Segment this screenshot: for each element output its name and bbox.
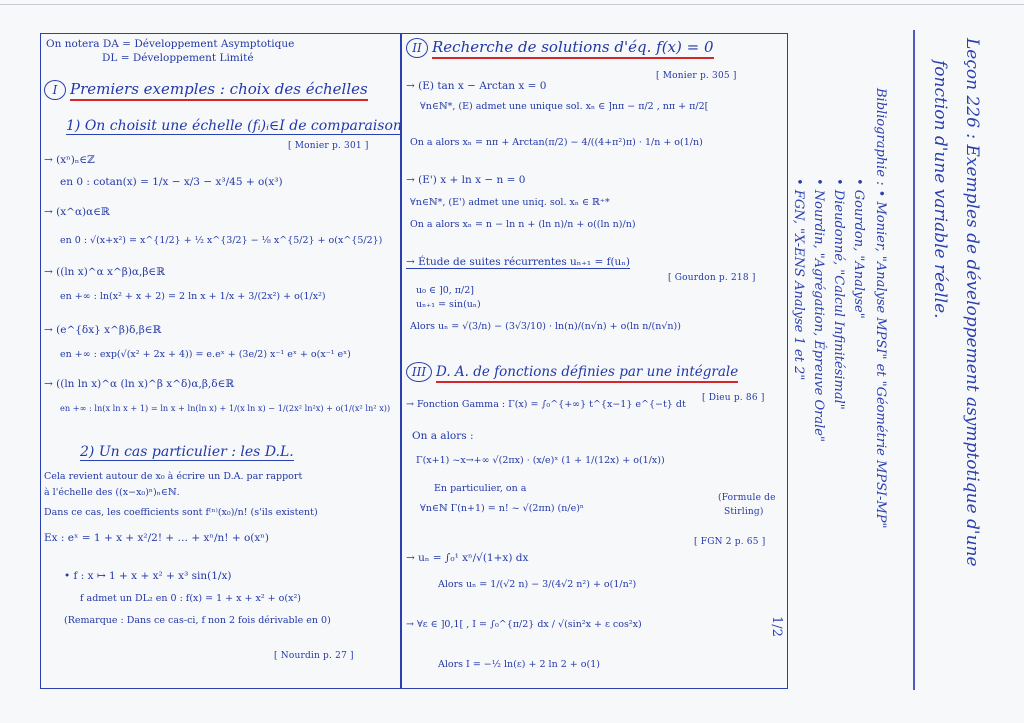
equation-e-prime-solution: ∀n∈ℕ*, (E') admet une uniq. sol. xₙ ∈ ℝ⁺* (410, 197, 610, 208)
recurrent-sequences-title: → Étude de suites récurrentes uₙ₊₁ = f(uₙ) (406, 256, 630, 268)
example-5-formula: en +∞ : ln(x ln x + 1) = ln x + ln(ln x) + 1/(x ln x) − 1/(2x² ln²x) + o(1/(x² ln² x)) (60, 403, 391, 413)
sequence-expansion: Alors uₙ = √(3/n) − (3√3/10) · ln(n)/(n√n) + o(ln n/(n√n)) (410, 321, 681, 332)
example-3-scale: → ((ln x)^α x^β)α,β∈ℝ (44, 266, 165, 278)
example-2-scale: → (x^α)α∈ℝ (44, 206, 110, 218)
frame-right-border (787, 33, 788, 688)
bibliography-gourdon: • Gourdon, "Analyse" (851, 178, 866, 319)
section-3-title: D. A. de fonctions définies par une intégrale (436, 364, 738, 383)
sequence-recurrence: uₙ₊₁ = sin(uₙ) (416, 299, 481, 310)
equation-e-expansion: On a alors xₙ = nπ + Arctan(π/2) − 4/((4+π²)π) · 1/n + o(1/n) (410, 137, 703, 148)
bibliography-fgn: • FGN, "X-ENS Analyse 1 et 2" (791, 178, 806, 381)
reference-dieu-86: [ Dieu p. 86 ] (702, 393, 765, 403)
example-5-scale: → ((ln ln x)^α (ln x)^β x^δ)α,β,δ∈ℝ (44, 378, 235, 390)
section-1-title: Premiers exemples : choix des échelles (70, 80, 368, 101)
example-4-scale: → (e^{δx} x^β)δ,β∈ℝ (44, 324, 162, 336)
f-dl2: f admet un DL₂ en 0 : f(x) = 1 + x + x² + o(x²) (80, 593, 301, 604)
margin-line (913, 30, 915, 690)
elliptic-integral: → ∀ε ∈ ]0,1[ , I = ∫₀^{π/2} dx / √(sin²x + ε cos²x) (406, 619, 642, 630)
gamma-asymptotic: Γ(x+1) ~x→+∞ √(2πx) · (x/e)ˣ (1 + 1/(12x) + o(1/x)) (416, 455, 665, 466)
bibliography-heading: Bibliographie : • Monier, "Analyse MPSI" et "Géométrie MPSI-MP" (873, 88, 888, 529)
reference-fgn2-65: [ FGN 2 p. 65 ] (694, 537, 766, 547)
reference-gourdon-218: [ Gourdon p. 218 ] (668, 273, 756, 283)
section-2-heading (406, 38, 714, 58)
frame-left-border (40, 33, 41, 688)
sequence-initial: u₀ ∈ ]0, π/2] (416, 285, 474, 296)
gamma-particular: En particulier, on a (434, 483, 527, 494)
reference-nourdin-27: [ Nourdin p. 27 ] (274, 651, 354, 661)
gamma-function: → Fonction Gamma : Γ(x) = ∫₀^{+∞} t^{x−1} e^{−t} dt (406, 399, 686, 410)
section-1-heading (44, 80, 368, 100)
exp-example: Ex : eˣ = 1 + x + x²/2! + … + xⁿ/n! + o(xⁿ) (44, 532, 269, 544)
remark-text: (Remarque : Dans ce cas-ci, f non 2 fois dérivable en 0) (64, 615, 331, 626)
paper-edge (0, 4, 1024, 5)
integral-sequence-expansion: Alors uₙ = 1/(√2 n) − 3/(4√2 n²) + o(1/n²) (438, 579, 637, 590)
equation-e-solution: ∀n∈ℕ*, (E) admet une unique sol. xₙ ∈ ]nπ − π/2 , nπ + π/2[ (420, 101, 709, 112)
reference-monier-301: [ Monier p. 301 ] (288, 141, 369, 151)
equation-e: → (E) tan x − Arctan x = 0 (406, 80, 547, 92)
f-definition: • f : x ↦ 1 + x + x² + x³ sin(1/x) (64, 570, 232, 582)
dl-text-3: Dans ce cas, les coefficients sont f⁽ⁿ⁾(x₀)/n! (s'ils existent) (44, 507, 318, 518)
frame-bottom-border (40, 688, 788, 689)
stirling-label-2: Stirling) (724, 507, 764, 517)
example-1-scale: → (xⁿ)ₙ∈ℤ (44, 154, 95, 166)
subsection-2-title: 2) Un cas particulier : les D.L. (80, 444, 294, 460)
gamma-intro: On a alors : (412, 430, 474, 442)
notation-line-2: DL = Développement Limité (102, 52, 254, 64)
notation-line-1: On notera DA = Développement Asymptotique (46, 38, 295, 50)
section-1-numeral: I (44, 80, 66, 100)
section-2-numeral: II (406, 38, 428, 58)
reference-monier-305: [ Monier p. 305 ] (656, 71, 737, 81)
equation-e-prime-expansion: On a alors xₙ = n − ln n + (ln n)/n + o((ln n)/n) (410, 219, 636, 230)
example-3-formula: en +∞ : ln(x² + x + 2) = 2 ln x + 1/x + 3/(2x²) + o(1/x²) (60, 291, 326, 302)
lesson-title-line-1: Leçon 226 : Exemples de développement asymptotique d'une (962, 38, 982, 567)
integral-sequence: → uₙ = ∫₀¹ xⁿ/√(1+x) dx (406, 552, 529, 564)
stirling-label-1: (Formule de (718, 493, 776, 503)
page-number: 1/2 (769, 616, 784, 637)
example-2-formula: en 0 : √(x+x²) = x^{1/2} + ½ x^{3/2} − ⅛ x^{5/2} + o(x^{5/2}) (60, 235, 383, 246)
dl-text-2: à l'échelle des ((x−x₀)ⁿ)ₙ∈ℕ. (44, 487, 180, 498)
elliptic-integral-expansion: Alors I = −½ ln(ε) + 2 ln 2 + o(1) (438, 659, 600, 670)
subsection-1-title: 1) On choisit une échelle (fᵢ)ᵢ∈I de comparaison (66, 118, 402, 134)
stirling-formula: ∀n∈ℕ Γ(n+1) = n! ~ √(2πn) (n/e)ⁿ (420, 503, 585, 514)
lesson-title-line-2: fonction d'une variable réelle. (930, 60, 950, 319)
section-2-title: Recherche de solutions d'éq. f(x) = 0 (432, 38, 714, 59)
section-3-heading (406, 362, 738, 382)
frame-top-border (40, 33, 788, 34)
bibliography-dieudonne: • Dieudonné, "Calcul Infinitésimal" (831, 178, 846, 410)
example-4-formula: en +∞ : exp(√(x² + 2x + 4)) = e.eˣ + (3e/2) x⁻¹ eˣ + o(x⁻¹ eˣ) (60, 349, 351, 360)
equation-e-prime: → (E') x + ln x − n = 0 (406, 174, 526, 186)
section-3-numeral: III (406, 362, 432, 382)
example-1-formula: en 0 : cotan(x) = 1/x − x/3 − x³/45 + o(x³) (60, 176, 283, 188)
dl-text-1: Cela revient autour de x₀ à écrire un D.A. par rapport (44, 471, 303, 482)
bibliography-nourdin: • Nourdin, "Agrégation, Épreuve Orale" (811, 178, 826, 442)
